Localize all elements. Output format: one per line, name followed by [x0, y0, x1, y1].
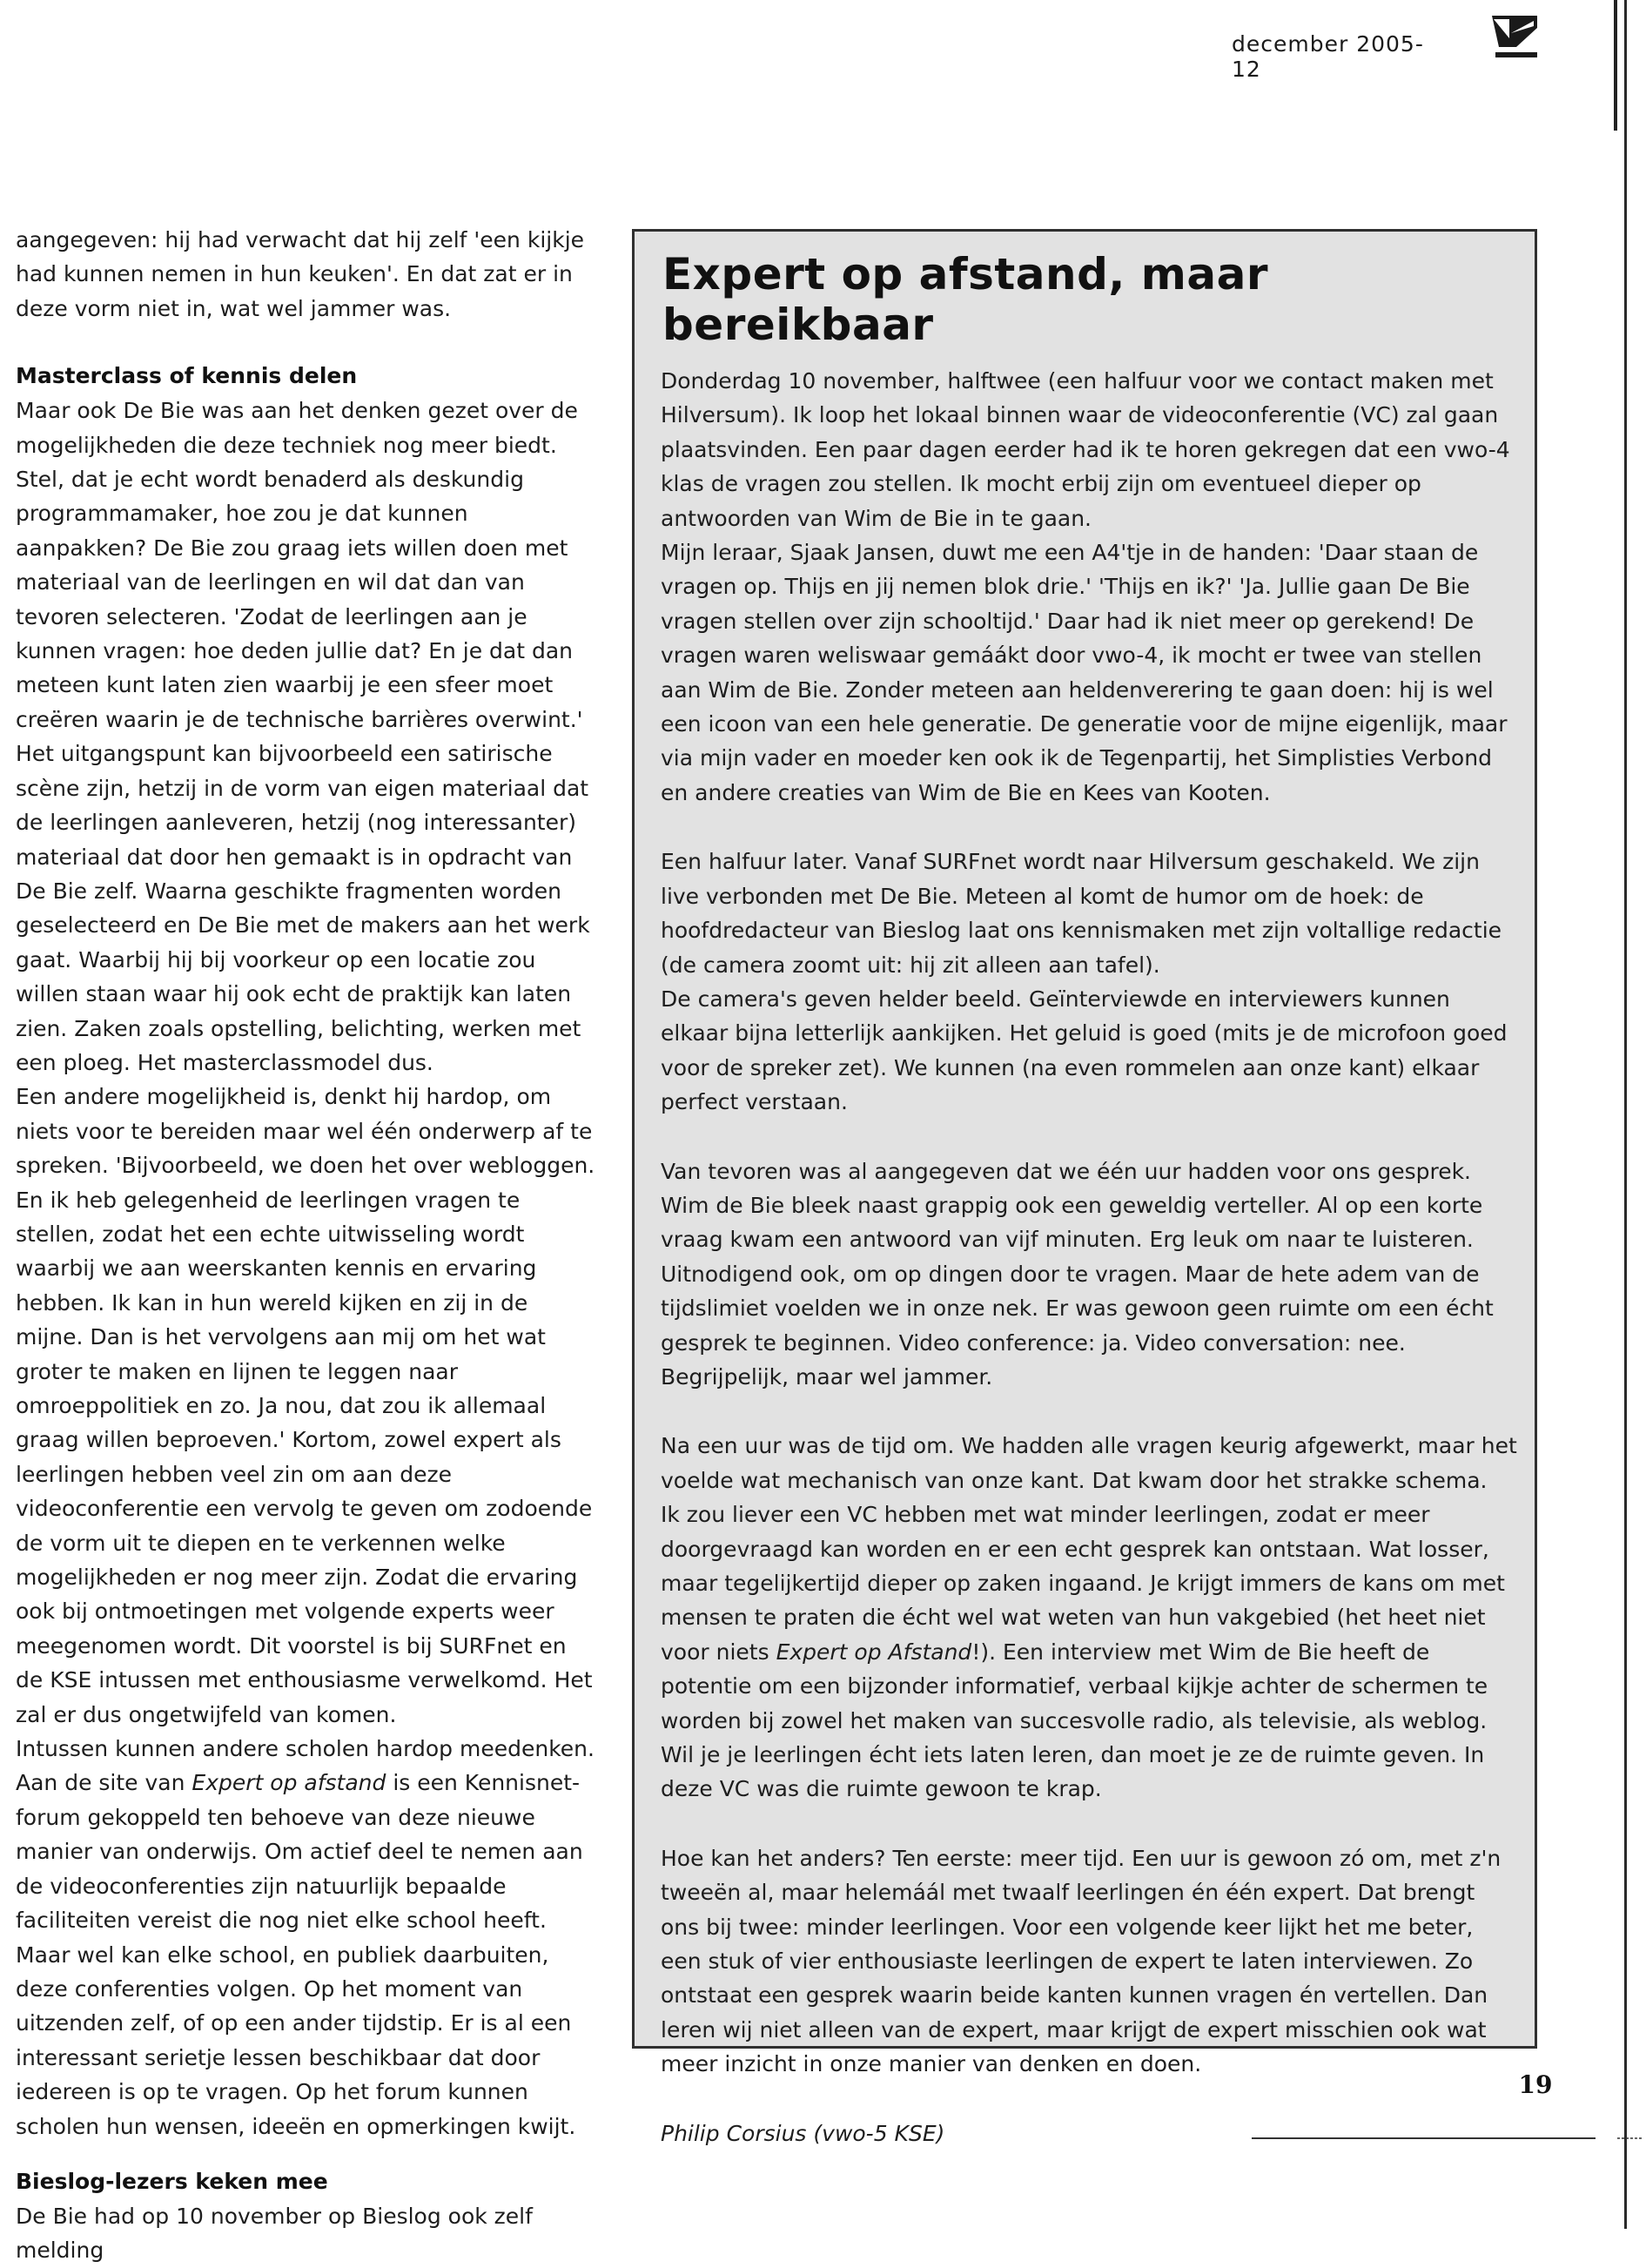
left-column [16, 223, 599, 2268]
body-paragraph: Maar ook De Bie was aan het denken gezet over de mogelijkheden die deze techniek nog meer biedt. Stel, dat je echt wordt benaderd als deskundig programmamaker, hoe zou je dat kunnen aanpakken? De Bie zou graag iets willen doen met materiaal van de leerlingen en wil dat dan van tevoren selecteren. 'Zodat de leerlingen aan je kunnen vragen: hoe deden jullie dat? En je dat dan meteen kunt laten zien waarbij je een sfeer moet creëren waarin je de technische barrières overwint.' Het uitgangspunt kan bijvoorbeeld een satirische scène zijn, hetzij in de vorm van eigen materiaal dat de leerlingen aanleveren, hetzij (nog interessanter) materiaal dat door hen gemaakt is in opdracht van De Bie zelf. Waarna geschikte fragmenten worden geselecteerd en De Bie met de makers aan het werk gaat. Waarbij hij bij voorkeur op een locatie zou willen staan waar hij ook echt de praktijk kan laten zien. Zaken zoals opstelling, belichting, werken met een ploeg. Het masterclassmodel dus. [16, 398, 590, 1075]
sidebar-paragraph: Na een uur was de tijd om. We hadden alle vragen keurig afgewerkt, maar het voelde wat mechanisch van onze kant. Dat kwam door het strakke schema. [661, 1433, 1517, 1493]
sidebar-paragraph: De camera's geven helder beeld. Geïnterviewde en interviewers kunnen elkaar bijna letterlijk aankijken. Het geluid is goed (mits je de microfoon goed voor de spreker zet). We kunnen (na even rommelen aan onze kant) elkaar perfect verstaan. [661, 986, 1508, 1115]
body-paragraph: De Bie had op 10 november op Bieslog ook zelf melding [16, 2203, 533, 2264]
body-paragraph: Een andere mogelijkheid is, denkt hij hardop, om niets voor te bereiden maar wel één onderwerp af te spreken. 'Bijvoorbeeld, we doen het over webloggen. En ik heb gelegenheid de leerlingen vragen te stellen, zodat het een echte uitwisseling wordt waarbij we aan weerskanten kennis en ervaring hebben. Ik kan in hun wereld kijken en zij in de mijne. Dan is het vervolgens aan mij om het wat groter te maken en lijnen te leggen naar omroeppolitiek en zo. Ja nou, dat zou ik allemaal graag willen beproeven.' Kortom, zowel expert als leerlingen hebben veel zin om aan deze videoconferentie een vervolg te geven om zodoende de vorm uit te diepen en te verkennen welke mogelijkheden er nog meer zijn. Zodat die ervaring ook bij ontmoetingen met volgende experts weer meegenomen wordt. Dit voorstel is bij SURFnet en de KSE intussen met enthousiasme verwelkomd. Het zal er dus ongetwijfeld van komen. [16, 1084, 595, 1727]
sidebar-paragraph: Een halfuur later. Vanaf SURFnet wordt naar Hilversum geschakeld. We zijn live verbonden met De Bie. Meteen al komt de humor om de hoek: de hoofdredacteur van Bieslog laat ons kennismaken met zijn voltallige redactie (de camera zoomt uit: hij zit alleen aan tafel). [661, 849, 1502, 978]
author-byline: Philip Corsius (vwo-5 KSE) [661, 2120, 945, 2146]
section-heading-masterclass: Masterclass of kennis delen [16, 363, 358, 389]
page-number: 19 [1518, 2070, 1553, 2099]
section-heading-bieslog: Bieslog-lezers keken mee [16, 2168, 328, 2194]
margin-rule-thin [1624, 0, 1627, 2229]
sidebar-paragraph: Donderdag 10 november, halftwee (een halfuur voor we contact maken met Hilversum). Ik loop het lokaal binnen waar de videoconferentie (VC) zal gaan plaatsvinden. Een paar dagen eerder had ik te horen gekregen dat een vwo-4 klas de vragen zou stellen. Ik mocht erbij zijn om eventueel dieper op antwoorden van Wim de Bie in te gaan. [661, 368, 1510, 531]
body-paragraph: Intussen kunnen andere scholen hardop meedenken. Aan de site van Expert op afstand is een Kennisnet-forum gekoppeld ten behoeve van deze nieuwe manier van onderwijs. Om actief deel te nemen aan de videoconferenties zijn natuurlijk bepaalde faciliteiten vereist die nog niet elke school heeft. Maar wel kan elke school, en publiek daarbuiten, deze conferenties volgen. Op het moment van uitzenden zelf, of op een ander tijdstip. Er is al een interessant serietje lessen beschikbaar dat door iedereen is op te vragen. Op het forum kunnen scholen hun wensen, ideeën en opmerkingen kwijt. [16, 1736, 595, 2139]
issue-date: december 2005-12 [1232, 31, 1424, 82]
sidebar-paragraph: Ik zou liever een VC hebben met wat minder leerlingen, zodat er meer doorgevraagd kan worden en er een echt gesprek kan ontstaan. Wat losser, maar tegelijkertijd dieper op zaken ingaand. Je krijgt immers de kans om met mensen te praten die écht wel wat weten van hun vakgebied (het heet niet voor niets Expert op Afstand!). Een interview met Wim de Bie heeft de potentie om een bijzonder informatief, verbaal kijkje achter de schermen te worden bij zowel het maken van succesvolle radio, als televisie, als weblog. Wil je je leerlingen écht iets laten leren, dan moet je ze de ruimte geven. In deze VC was die ruimte gewoon te krap. [661, 1502, 1505, 1802]
sidebar-title: Expert op afstand, maar bereikbaar [662, 249, 1269, 350]
sidebar-paragraph: Van tevoren was al aangegeven dat we één uur hadden voor ons gesprek. Wim de Bie bleek naast grappig ook een geweldig verteller. Al op een korte vraag kwam een antwoord van vijf minuten. Erg leuk om naar te luisteren. Uitnodigend ook, om op dingen door te vragen. Maar de hete adem van de tijdslimiet voelden we in onze nek. Er was gewoon geen ruimte om een écht gesprek te beginnen. Video conference: ja. Video conversation: nee. Begrijpelijk, maar wel jammer. [661, 1158, 1494, 1390]
italic-site-name: Expert op Afstand [776, 1639, 972, 1665]
crop-mark-icon [1617, 2132, 1642, 2144]
magazine-logo-icon [1490, 12, 1539, 61]
intro-paragraph: aangegeven: hij had verwacht dat hij zelf 'een kijkje had kunnen nemen in hun keuken'. En dat zat er in deze vorm niet in, wat wel jammer was. [16, 227, 585, 321]
footer-rule [1252, 2137, 1596, 2139]
sidebar-paragraph: Hoe kan het anders? Ten eerste: meer tijd. Een uur is gewoon zó om, met z'n tweeën al, maar helemáál met twaalf leerlingen én één expert. Dat brengt ons bij twee: minder leerlingen. Voor een volgende keer lijkt het me beter, een stuk of vier enthousiaste leerlingen de expert te laten interviewen. Zo ontstaat een gesprek waarin beide kanten kunnen vragen én vertellen. Dan leren wij niet alleen van de expert, maar krijgt de expert misschien ook wat meer inzicht in onze manier van denken en doen. [661, 1845, 1502, 2077]
margin-rule-thick [1614, 0, 1617, 131]
sidebar-body [661, 364, 1518, 2150]
sidebar-paragraph: Mijn leraar, Sjaak Jansen, duwt me een A4'tje in de handen: 'Daar staan de vragen op. Thijs en jij nemen blok drie.' 'Thijs en ik?' 'Ja. Jullie gaan De Bie vragen stellen over zijn schooltijd.' Daar had ik niet meer op gerekend! De vragen waren weliswaar gemáákt door vwo-4, ik mocht er twee van stellen aan Wim de Bie. Zonder meteen aan heldenverering te gaan doen: hij is wel een icoon van een hele generatie. De generatie voor de mijne eigenlijk, maar via mijn vader en moeder ken ook ik de Tegenpartij, het Simplisties Verbond en andere creaties van Wim de Bie en Kees van Kooten. [661, 540, 1508, 805]
italic-site-name: Expert op afstand [191, 1770, 386, 1796]
